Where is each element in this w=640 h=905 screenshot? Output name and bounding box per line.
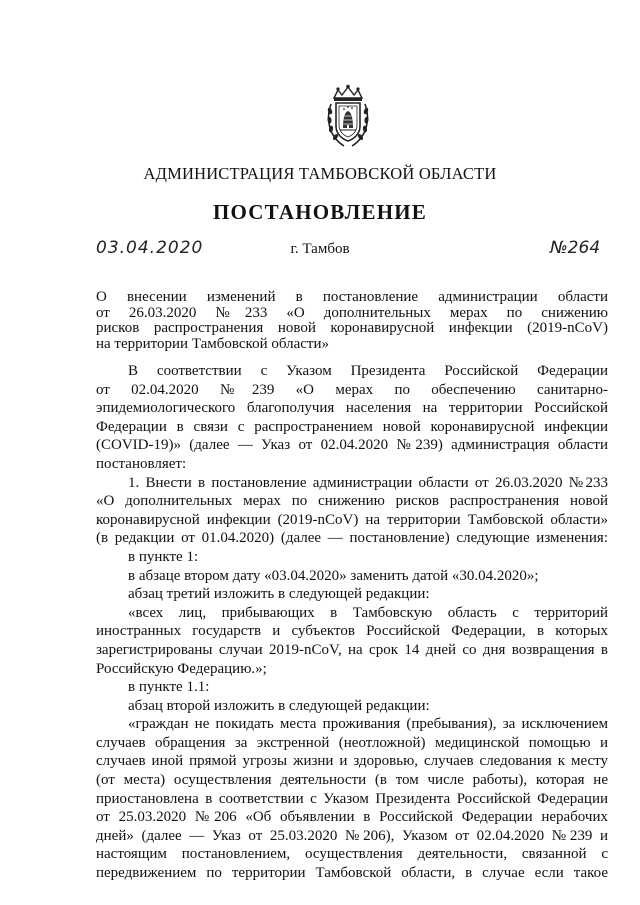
subject-line: на территории Тамбовской области» (96, 335, 330, 352)
body-line: случаев обращения за экстренной (неотложной) медицинской помощью и (96, 734, 608, 751)
body-line: Федерации в связи с распространением новой коронавирусной инфекции (96, 418, 608, 435)
subject-line: О внесении изменений в постановление администрации области (96, 289, 608, 305)
body-line: (COVID-19)» (далее — Указ от 02.04.2020 №239) администрация области (96, 437, 608, 454)
body-line: от 25.03.2020 №206 «Об объявлении в Российской Федерации нерабочих (96, 809, 608, 826)
coat-of-arms-icon (326, 84, 370, 150)
body-line: в пункте 1: (128, 548, 199, 565)
body-line: настоящим постановлением, осуществления деятельности, связанной с (96, 846, 608, 863)
document-body (96, 362, 608, 883)
subject-line: от 26.03.2020 №233 «О дополнительных мерах по снижению (96, 304, 608, 321)
body-line: эпидемиологического благополучия населения на территории Российской (96, 400, 608, 417)
document-type-title: ПОСТАНОВЛЕНИЕ (212, 200, 428, 224)
body-line: 1. Внести в постановление администрации области от 26.03.2020 №233 (128, 474, 608, 491)
body-line: коронавирусной инфекции (2019-nCoV) на территории Тамбовской области» (96, 511, 608, 528)
body-line: передвижением по территории Тамбовской области, в случае если такое (96, 865, 608, 882)
body-line: случаев иной прямой угрозы жизни и здоровью, случаев следования к месту (96, 753, 608, 770)
body-line: зарегистрированы случаи 2019-nCoV, на срок 14 дней со дня возвращения в (96, 641, 608, 658)
document-city: г. Тамбов (290, 241, 350, 257)
body-line: Российскую Федерацию.»; (96, 660, 267, 677)
body-line: «граждан не покидать места проживания (пребывания), за исключением (128, 716, 608, 733)
body-line: иностранных государств и субъектов Российской Федерации, в которых (96, 623, 608, 640)
body-line: дней» (далее — Указ от 25.03.2020 №206), Указом от 02.04.2020 №239 и (96, 827, 608, 844)
body-line: постановляет: (96, 455, 187, 472)
organization-name: АДМИНИСТРАЦИЯ ТАМБОВСКОЙ ОБЛАСТИ (143, 164, 497, 183)
body-line: (от места) осуществления деятельности (в том числе работы), которая не (96, 772, 608, 789)
body-line: абзац третий изложить в следующей редакции: (128, 586, 430, 603)
body-line: абзац второй изложить в следующей редакции: (128, 697, 430, 714)
body-line: В соответствии с Указом Президента Российской Федерации (128, 363, 608, 379)
body-line: (в редакции от 01.04.2020) (далее — постановление) следующие изменения: (96, 530, 608, 547)
body-line: приостановлена в соответствии с Указом Президента Российской Федерации (96, 790, 608, 807)
document-number: №264 (550, 238, 601, 258)
body-line: в пункте 1.1: (128, 679, 210, 696)
subject-line: рисков распространения новой коронавирусной инфекции (2019-nCoV) (96, 320, 608, 336)
document-date: 03.04.2020 (96, 238, 204, 258)
body-line: «всех лиц, прибывающих в Тамбовскую область с территорий (128, 604, 608, 621)
document-subject (96, 290, 608, 352)
body-line: в абзаце втором дату «03.04.2020» заменить датой «30.04.2020»; (128, 567, 539, 584)
body-line: от 02.04.2020 №239 «О мерах по обеспечению санитарно- (96, 381, 608, 398)
body-line: «О дополнительных мерах по снижению рисков распространения новой (96, 493, 608, 510)
